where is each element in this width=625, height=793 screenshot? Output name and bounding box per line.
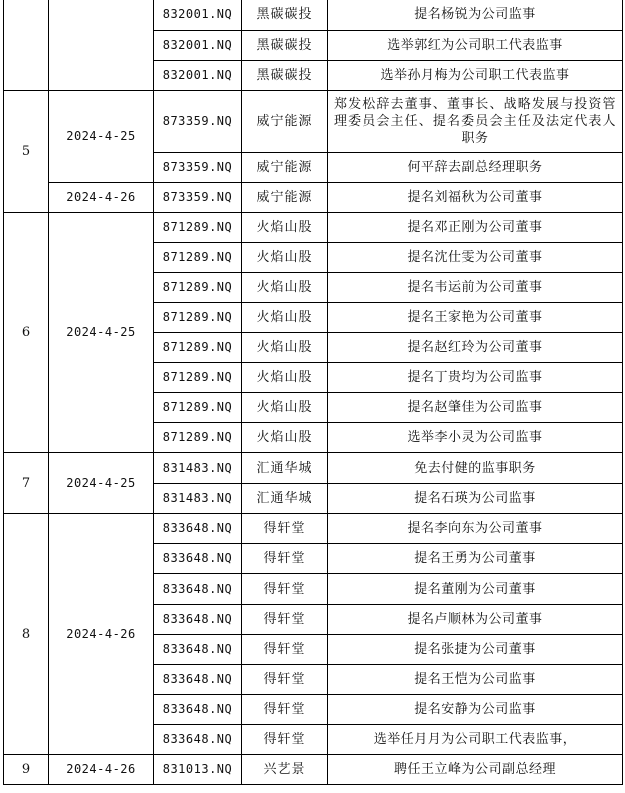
cell-company-name: 黑碳碳投 bbox=[242, 0, 328, 31]
cell-company-name: 威宁能源 bbox=[242, 183, 328, 213]
cell-company-name: 得轩堂 bbox=[242, 635, 328, 665]
cell-company-name: 黑碳碳投 bbox=[242, 61, 328, 91]
cell-stock-code: 873359.NQ bbox=[154, 91, 242, 153]
table-row bbox=[4, 0, 623, 31]
cell-stock-code: 871289.NQ bbox=[154, 393, 242, 423]
cell-date: 2024-4-26 bbox=[49, 514, 154, 755]
table-row bbox=[4, 91, 623, 153]
cell-event: 提名刘福秋为公司董事 bbox=[328, 183, 623, 213]
cell-event: 提名王恺为公司监事 bbox=[328, 665, 623, 695]
table-body bbox=[4, 0, 623, 785]
cell-company-name: 得轩堂 bbox=[242, 514, 328, 544]
cell-event: 免去付健的监事职务 bbox=[328, 453, 623, 484]
cell-seq-no: 8 bbox=[4, 514, 49, 755]
cell-event: 提名赵红玲为公司董事 bbox=[328, 333, 623, 363]
cell-event: 郑发松辞去董事、董事长、战略发展与投资管理委员会主任、提名委员会主任及法定代表人职务 bbox=[328, 91, 623, 153]
table-row bbox=[4, 453, 623, 484]
cell-stock-code: 833648.NQ bbox=[154, 544, 242, 574]
personnel-change-table bbox=[3, 0, 623, 785]
cell-stock-code: 871289.NQ bbox=[154, 273, 242, 303]
cell-date: 2024-4-25 bbox=[49, 453, 154, 514]
cell-event: 提名赵肇佳为公司监事 bbox=[328, 393, 623, 423]
table-row bbox=[4, 755, 623, 785]
cell-event: 选举任月月为公司职工代表监事， bbox=[328, 725, 623, 755]
cell-event: 提名石瑛为公司监事 bbox=[328, 484, 623, 514]
cell-seq-no: 7 bbox=[4, 453, 49, 514]
cell-stock-code: 833648.NQ bbox=[154, 514, 242, 544]
cell-stock-code: 832001.NQ bbox=[154, 61, 242, 91]
cell-stock-code: 833648.NQ bbox=[154, 605, 242, 635]
cell-company-name: 黑碳碳投 bbox=[242, 31, 328, 61]
cell-stock-code: 833648.NQ bbox=[154, 695, 242, 725]
cell-stock-code: 871289.NQ bbox=[154, 243, 242, 273]
cell-stock-code: 871289.NQ bbox=[154, 333, 242, 363]
cell-date: 2024-4-26 bbox=[49, 183, 154, 213]
cell-event: 提名卢顺林为公司董事 bbox=[328, 605, 623, 635]
cell-date: 2024-4-25 bbox=[49, 213, 154, 453]
cell-event: 聘任王立峰为公司副总经理 bbox=[328, 755, 623, 785]
cell-seq-no: 5 bbox=[4, 91, 49, 213]
cell-seq-no: 6 bbox=[4, 213, 49, 453]
cell-company-name: 威宁能源 bbox=[242, 91, 328, 153]
cell-company-name: 汇通华城 bbox=[242, 484, 328, 514]
cell-stock-code: 831013.NQ bbox=[154, 755, 242, 785]
cell-stock-code: 831483.NQ bbox=[154, 453, 242, 484]
cell-company-name: 得轩堂 bbox=[242, 574, 328, 605]
cell-company-name: 得轩堂 bbox=[242, 695, 328, 725]
cell-stock-code: 871289.NQ bbox=[154, 303, 242, 333]
cell-event: 提名董刚为公司董事 bbox=[328, 574, 623, 605]
cell-event: 何平辞去副总经理职务 bbox=[328, 153, 623, 183]
cell-stock-code: 871289.NQ bbox=[154, 363, 242, 393]
cell-event: 提名韦运前为公司董事 bbox=[328, 273, 623, 303]
table-row bbox=[4, 514, 623, 544]
cell-date: 2024-4-26 bbox=[49, 755, 154, 785]
cell-event: 选举郭红为公司职工代表监事 bbox=[328, 31, 623, 61]
cell-stock-code: 833648.NQ bbox=[154, 665, 242, 695]
cell-stock-code: 833648.NQ bbox=[154, 725, 242, 755]
cell-event: 提名邓正刚为公司董事 bbox=[328, 213, 623, 243]
cell-event: 提名沈仕雯为公司董事 bbox=[328, 243, 623, 273]
cell-event: 提名丁贵均为公司监事 bbox=[328, 363, 623, 393]
cell-stock-code: 873359.NQ bbox=[154, 153, 242, 183]
cell-company-name: 汇通华城 bbox=[242, 453, 328, 484]
table-row bbox=[4, 183, 623, 213]
cell-event: 提名王家艳为公司董事 bbox=[328, 303, 623, 333]
cell-event: 提名李向东为公司董事 bbox=[328, 514, 623, 544]
cell-stock-code: 833648.NQ bbox=[154, 635, 242, 665]
cell-company-name: 火焰山股 bbox=[242, 303, 328, 333]
cell-event: 提名王勇为公司董事 bbox=[328, 544, 623, 574]
table-row bbox=[4, 213, 623, 243]
cell-event: 提名杨锐为公司监事 bbox=[328, 0, 623, 31]
cell-stock-code: 832001.NQ bbox=[154, 31, 242, 61]
cell-company-name: 火焰山股 bbox=[242, 423, 328, 453]
cell-company-name: 得轩堂 bbox=[242, 665, 328, 695]
cell-event: 选举李小灵为公司监事 bbox=[328, 423, 623, 453]
cell-company-name: 火焰山股 bbox=[242, 243, 328, 273]
cell-stock-code: 871289.NQ bbox=[154, 213, 242, 243]
cell-company-name: 火焰山股 bbox=[242, 363, 328, 393]
cell-event: 提名张捷为公司董事 bbox=[328, 635, 623, 665]
cell-stock-code: 833648.NQ bbox=[154, 574, 242, 605]
cell-stock-code: 873359.NQ bbox=[154, 183, 242, 213]
cell-event: 选举孙月梅为公司职工代表监事 bbox=[328, 61, 623, 91]
cell-date: 2024-4-25 bbox=[49, 91, 154, 183]
cell-seq-no bbox=[4, 0, 49, 91]
cell-company-name: 得轩堂 bbox=[242, 544, 328, 574]
cell-date bbox=[49, 0, 154, 91]
cell-company-name: 威宁能源 bbox=[242, 153, 328, 183]
cell-stock-code: 832001.NQ bbox=[154, 0, 242, 31]
cell-company-name: 火焰山股 bbox=[242, 393, 328, 423]
cell-company-name: 兴艺景 bbox=[242, 755, 328, 785]
cell-company-name: 火焰山股 bbox=[242, 213, 328, 243]
cell-stock-code: 831483.NQ bbox=[154, 484, 242, 514]
cell-company-name: 得轩堂 bbox=[242, 605, 328, 635]
cell-company-name: 火焰山股 bbox=[242, 333, 328, 363]
cell-stock-code: 871289.NQ bbox=[154, 423, 242, 453]
cell-company-name: 得轩堂 bbox=[242, 725, 328, 755]
cell-seq-no: 9 bbox=[4, 755, 49, 785]
cell-company-name: 火焰山股 bbox=[242, 273, 328, 303]
cell-event: 提名安静为公司监事 bbox=[328, 695, 623, 725]
